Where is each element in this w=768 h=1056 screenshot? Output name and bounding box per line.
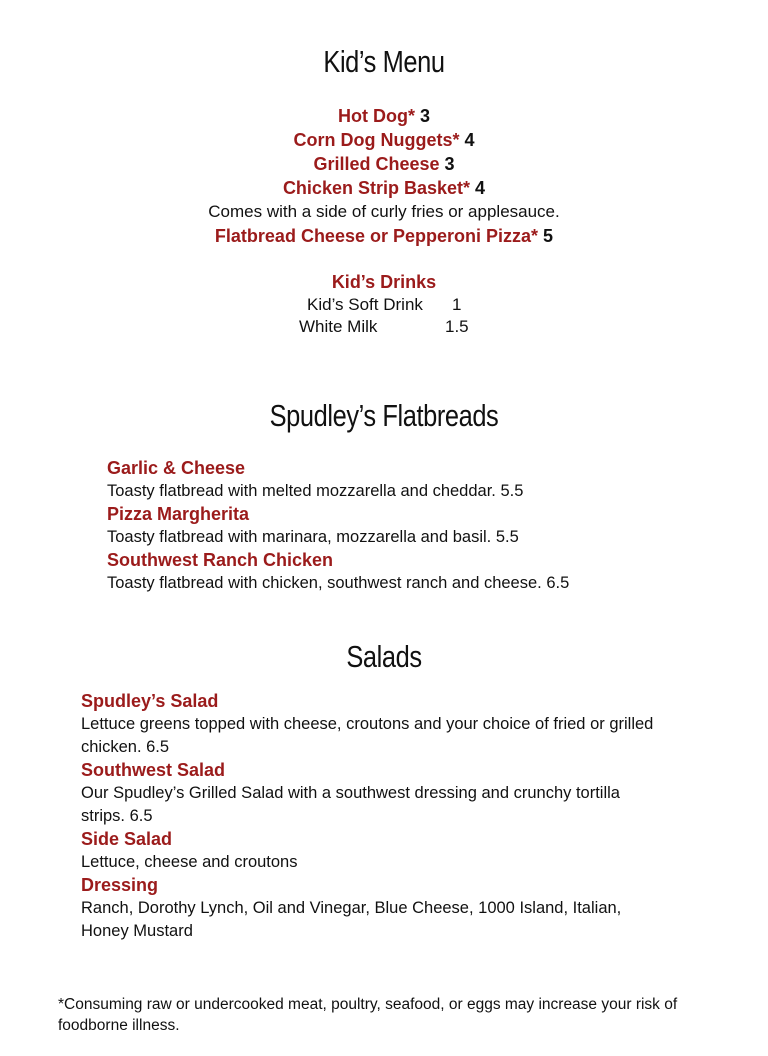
menu-item	[0, 104, 768, 128]
item-desc: Toasty flatbread with melted mozzarella and cheddar. 5.5	[107, 482, 524, 500]
menu-item	[0, 152, 768, 176]
item-desc: Our Spudley’s Grilled Salad with a southwest dressing and crunchy tortilla strips. 6.5	[81, 784, 620, 825]
item-price: 4	[475, 178, 486, 198]
kids-menu-title: Kid’s Menu	[323, 44, 445, 79]
item-name: Grilled Cheese	[313, 154, 440, 174]
item-name: Flatbread Cheese or Pepperoni Pizza*	[214, 226, 539, 246]
drink-row	[0, 294, 768, 316]
footnote: *Consuming raw or undercooked meat, poultry, seafood, or eggs may increase your risk of foodborne illness.	[58, 996, 678, 1034]
item-price: 3	[419, 106, 430, 126]
item-price: 4	[464, 130, 475, 150]
item-desc: Toasty flatbread with chicken, southwest ranch and cheese. 6.5	[107, 574, 570, 592]
menu-item	[0, 176, 768, 200]
drink-price: 1.5	[445, 317, 469, 336]
item-price: 5	[543, 226, 554, 246]
flatbreads-title: Spudley’s Flatbreads	[269, 398, 499, 433]
salads-list	[81, 690, 691, 943]
item-name: Southwest Salad	[81, 760, 226, 780]
kids-drinks	[0, 270, 768, 294]
drink-name: White Milk	[299, 317, 378, 336]
menu-item	[0, 224, 768, 248]
item-desc: Lettuce, cheese and croutons	[81, 853, 298, 871]
item-name: Chicken Strip Basket*	[282, 178, 471, 198]
item-name: Dressing	[81, 875, 159, 895]
item-desc: Lettuce greens topped with cheese, croutons and your choice of fried or grilled chicken. 6.5	[81, 715, 654, 756]
item-name: Pizza Margherita	[107, 504, 250, 524]
menu-item	[0, 128, 768, 152]
basket-note: Comes with a side of curly fries or applesauce.	[208, 202, 560, 221]
flatbreads-list	[107, 457, 747, 595]
item-name: Spudley’s Salad	[81, 691, 219, 711]
item-price: 3	[444, 154, 455, 174]
drink-price: 1	[452, 295, 462, 314]
kids-menu-items	[0, 104, 768, 248]
kids-drinks-title: Kid’s Drinks	[331, 272, 437, 292]
item-name: Corn Dog Nuggets*	[293, 130, 460, 150]
item-name: Garlic & Cheese	[107, 458, 246, 478]
drinks-list	[0, 294, 768, 338]
salads-title: Salads	[346, 639, 422, 674]
item-desc: Toasty flatbread with marinara, mozzarella and basil. 5.5	[107, 528, 519, 546]
item-desc: Ranch, Dorothy Lynch, Oil and Vinegar, Blue Cheese, 1000 Island, Italian, Honey Mustard	[81, 899, 622, 940]
item-name: Hot Dog*	[337, 106, 415, 126]
item-name: Side Salad	[81, 829, 173, 849]
drink-name: Kid’s Soft Drink	[307, 295, 423, 314]
item-name: Southwest Ranch Chicken	[107, 550, 334, 570]
drink-row	[0, 316, 768, 338]
